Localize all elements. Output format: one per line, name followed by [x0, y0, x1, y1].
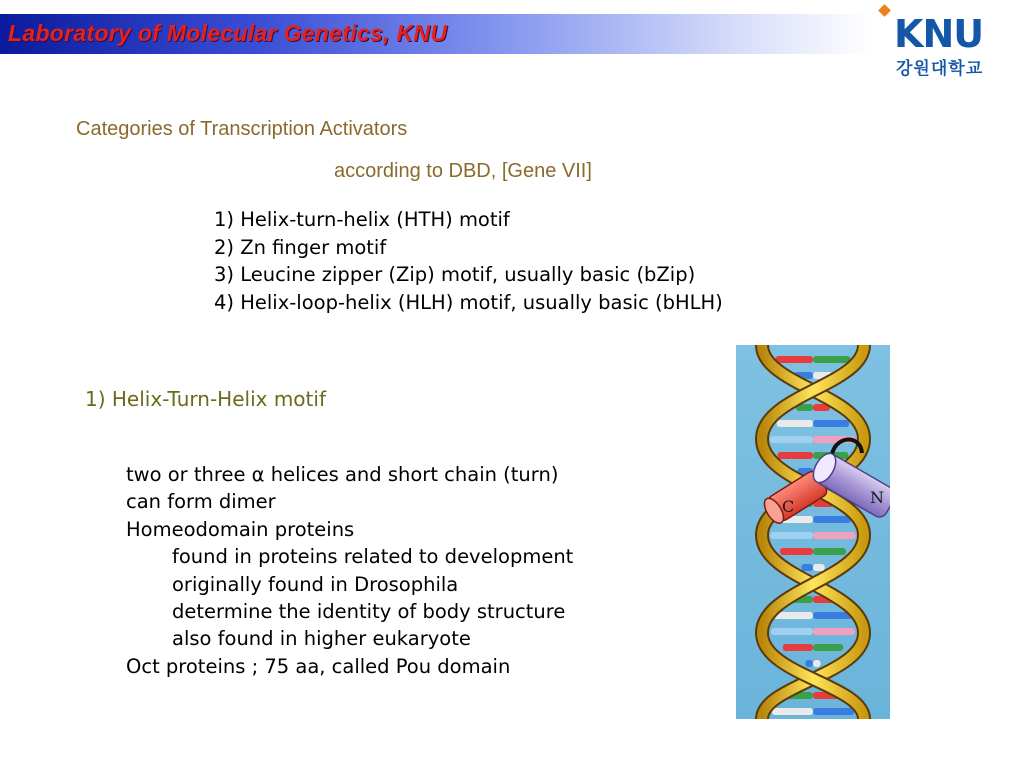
base-pair-half [813, 644, 843, 651]
base-pair-half [813, 628, 855, 635]
logo-mark: KNU [894, 12, 984, 56]
categories-subtitle: according to DBD, [Gene VII] [334, 160, 592, 182]
helix-n-label: N [870, 488, 884, 507]
section-title: 1) Helix-Turn-Helix motif [85, 387, 326, 411]
body-line: also found in higher eukaryote [172, 627, 471, 651]
body-line: two or three α helices and short chain (turn) [126, 463, 559, 486]
list-item: 4) Helix-loop-helix (HLH) motif, usually basic (bHLH) [214, 290, 723, 314]
base-pair-half [776, 356, 813, 363]
base-pair-half [813, 708, 854, 715]
base-pair-half [813, 532, 856, 539]
base-pair-half [778, 452, 813, 459]
base-pair-half [770, 532, 813, 539]
base-pair-half [813, 356, 850, 363]
base-pair-half [780, 548, 813, 555]
body-line: Homeodomain proteins [126, 517, 355, 541]
base-pair-half [813, 564, 825, 571]
logo-diamond-icon [878, 4, 891, 17]
body-line: originally found in Drosophila [172, 572, 459, 596]
dna-hth-illustration [736, 345, 890, 719]
base-pair-half [813, 420, 849, 427]
hth-description [126, 463, 573, 682]
list-item: 3) Leucine zipper (Zip) motif, usually basic (bZip) [214, 263, 696, 286]
base-pair-half [777, 420, 813, 427]
knu-logo [876, 2, 1024, 78]
base-pair-half [805, 660, 813, 667]
categories-list [214, 208, 723, 318]
base-pair-half [771, 628, 813, 635]
base-pair-half [813, 660, 821, 667]
base-pair-half [783, 644, 813, 651]
base-pair-half [772, 708, 813, 715]
base-pair-half [770, 436, 813, 443]
list-item: 2) Zn finger motif [214, 235, 387, 259]
base-pair-half [813, 516, 851, 523]
base-pair-half [813, 548, 846, 555]
list-item: 1) Helix-turn-helix (HTH) motif [214, 208, 510, 231]
body-line: can form dimer [126, 490, 276, 514]
body-line: determine the identity of body structure [172, 599, 566, 623]
base-pair-half [801, 564, 813, 571]
body-line: found in proteins related to development [172, 545, 574, 569]
logo-subtext: 강원대학교 [896, 59, 984, 79]
categories-title: Categories of Transcription Activators [76, 118, 408, 140]
lab-title: Laboratory of Molecular Genetics, KNU [8, 20, 448, 46]
body-line: Oct proteins ; 75 aa, called Pou domain [126, 654, 511, 678]
helix-c-label: C [782, 497, 795, 516]
